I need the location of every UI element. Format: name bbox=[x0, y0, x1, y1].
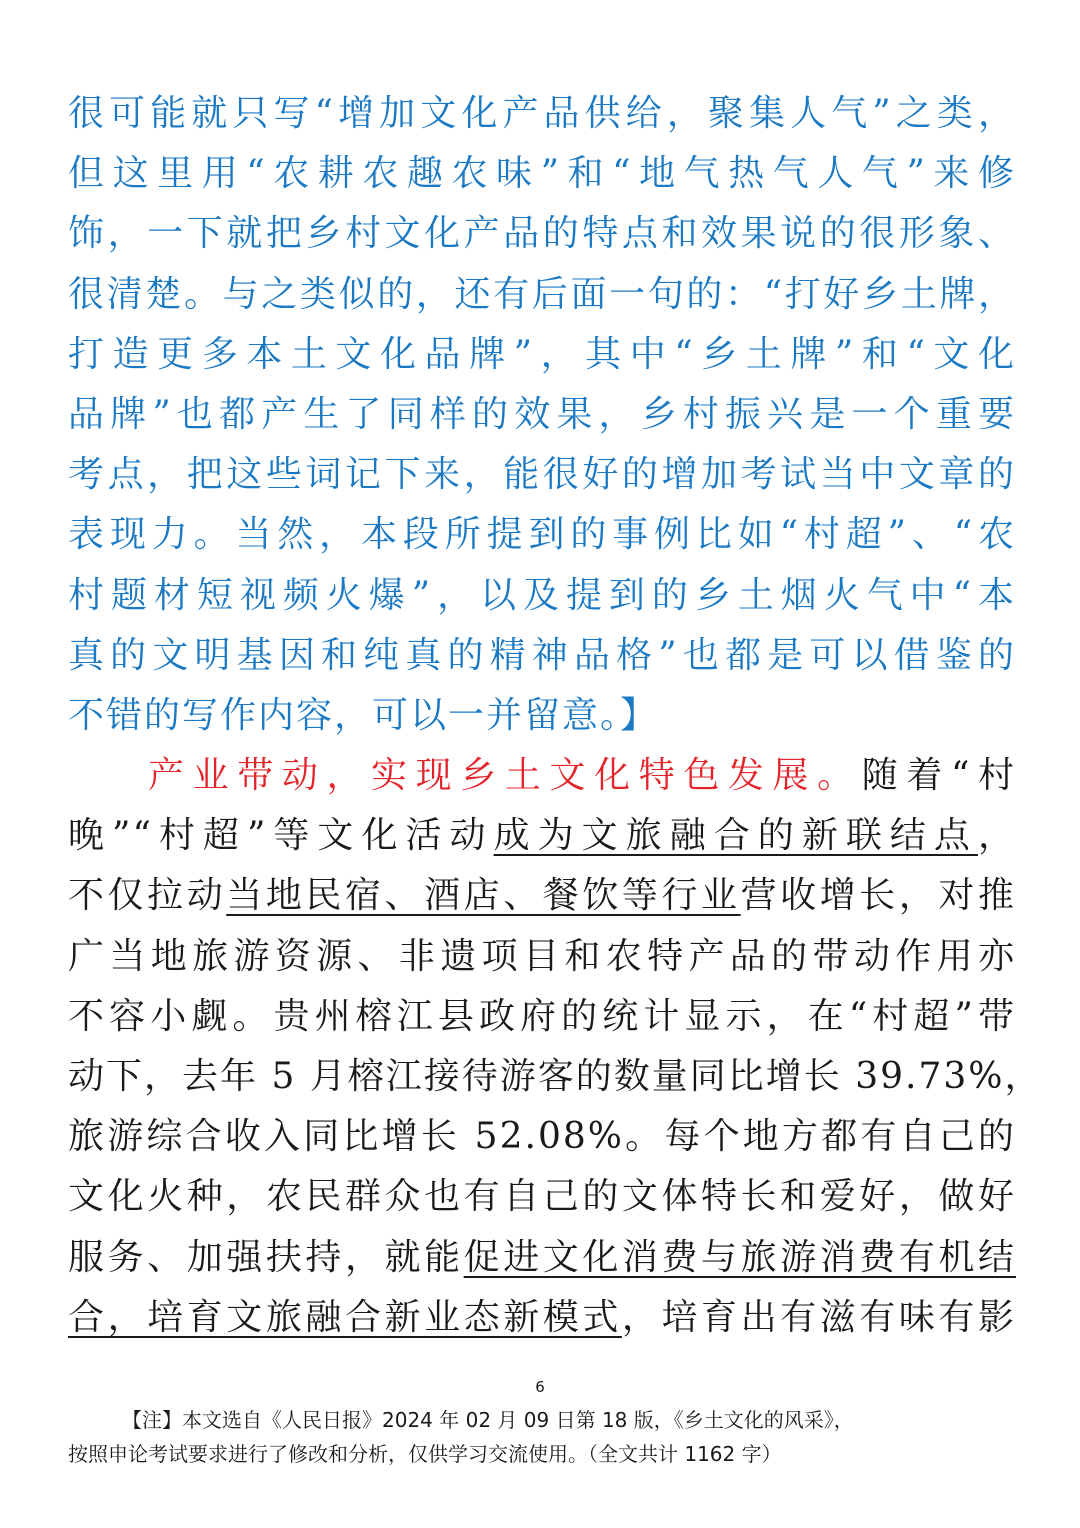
body-line bbox=[68, 806, 1016, 866]
body-line bbox=[68, 866, 1016, 926]
analysis-line: 但这里用“农耕农趣农味”和“地气热气人气”来修 bbox=[68, 153, 1016, 195]
footnote-line: 【注】本文选自《人民日报》2024 年 02 月 09 日第 18 版，《乡土文化的风采》， bbox=[122, 1408, 854, 1432]
body-text: 晚”“村超”等文化活动 bbox=[68, 815, 494, 857]
underlined-phrase: 合，培育文旅融合新业态新模式 bbox=[68, 1296, 622, 1338]
underlined-phrase: 当地民宿、酒店、餐饮等行业 bbox=[226, 875, 741, 917]
body-line bbox=[68, 746, 1016, 806]
page-number: 6 bbox=[535, 1378, 545, 1396]
body-line bbox=[68, 1228, 1016, 1288]
document-page bbox=[68, 84, 1043, 1348]
analysis-line: 表现力。当然，本段所提到的事例比如“村超”、“农 bbox=[68, 514, 1016, 556]
body-line: 广当地旅游资源、非遗项目和农特产品的带动作用亦 bbox=[68, 935, 1016, 977]
section-heading: 产业带动，实现乡土文化特色发展。 bbox=[148, 755, 862, 797]
analysis-line: 饰，一下就把乡村文化产品的特点和效果说的很形象、 bbox=[68, 213, 1016, 255]
body-line: 不容小觑。贵州榕江县政府的统计显示，在“村超”带 bbox=[68, 995, 1016, 1037]
analysis-line: 品牌”也都产生了同样的效果，乡村振兴是一个重要 bbox=[68, 393, 1016, 435]
analysis-line: 很清楚。与之类似的，还有后面一句的：“打好乡土牌， bbox=[68, 273, 1016, 315]
body-text: 营收增长，对推 bbox=[740, 875, 1016, 917]
analysis-line: 打造更多本土文化品牌”，其中“乡土牌”和“文化 bbox=[68, 333, 1016, 375]
body-line: 动下，去年 5 月榕江接待游客的数量同比增长 39.73%， bbox=[68, 1056, 1043, 1097]
body-line: 文化火种，农民群众也有自己的文体特长和爱好，做好 bbox=[68, 1176, 1016, 1218]
body-text: 服务、加强扶持，就能 bbox=[68, 1236, 464, 1278]
footnote bbox=[68, 1403, 1016, 1471]
body-line bbox=[68, 1288, 1016, 1348]
body-text: ， bbox=[977, 815, 1016, 857]
body-line: 旅游综合收入同比增长 52.08%。每个地方都有自己的 bbox=[68, 1116, 1016, 1158]
analysis-line: 村题材短视频火爆”，以及提到的乡土烟火气中“本 bbox=[68, 574, 1016, 616]
analysis-line: 不错的写作内容，可以一并留意。】 bbox=[68, 694, 659, 736]
body-text: 随着“村 bbox=[861, 755, 1016, 797]
footnote-line: 按照申论考试要求进行了修改和分析，仅供学习交流使用。（全文共计 1162 字） bbox=[68, 1442, 782, 1466]
body-text: ，培育出有滋有味有影 bbox=[621, 1296, 1016, 1338]
analysis-line: 真的文明基因和纯真的精神品格”也都是可以借鉴的 bbox=[68, 634, 1016, 676]
underlined-phrase: 促进文化消费与旅游消费有机结 bbox=[463, 1236, 1016, 1278]
analysis-line: 很可能就只写“增加文化产品供给，聚集人气”之类， bbox=[68, 93, 1016, 134]
analysis-line: 考点，把这些词记下来，能很好的增加考试当中文章的 bbox=[68, 454, 1016, 496]
underlined-phrase: 成为文旅融合的新联结点 bbox=[493, 815, 978, 857]
body-text: 不仅拉动 bbox=[68, 875, 227, 917]
